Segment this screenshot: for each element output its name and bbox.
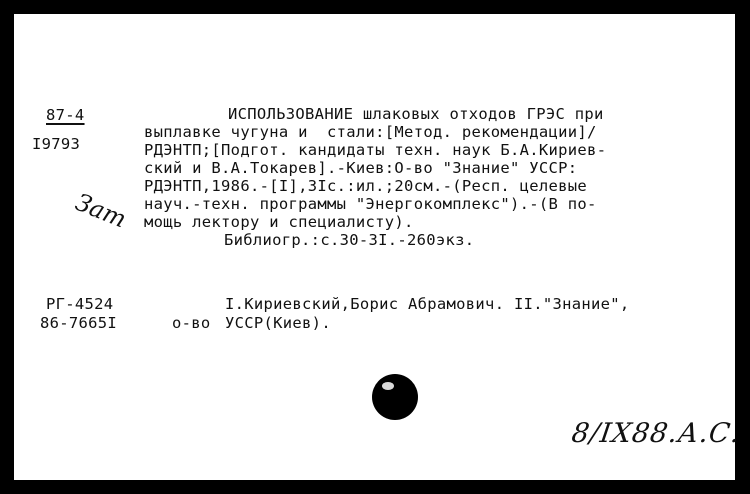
- index-code: РГ-4524: [46, 295, 114, 313]
- description-line: мощь лектору и специалисту).: [144, 213, 414, 231]
- index-code: 86-7665I: [40, 314, 118, 332]
- catalog-card: [14, 14, 743, 480]
- shelf-mark-number: I9793: [32, 135, 81, 153]
- punch-hole: [372, 374, 418, 420]
- tracing-line: I.Кириевский,Борис Абрамович. II."Знание",: [225, 295, 630, 313]
- description-line: ский и В.А.Токарев].-Киев:О-во "Знание" УССР:: [144, 159, 578, 177]
- description-line: РДЭНТП;[Подгот. кандидаты техн. наук Б.А.Кириев-: [144, 141, 607, 159]
- shelf-mark-top: 87-4: [46, 106, 85, 124]
- description-line: науч.-техн. программы "Энергокомплекс").-(В по-: [144, 195, 597, 213]
- handwritten-date: 8/IX88.А.С.: [569, 418, 743, 449]
- tracing-prefix: о-во: [172, 314, 211, 332]
- bibliography-note: Библиогр.:с.30-3I.-260экз.: [224, 231, 475, 249]
- title-line: ИСПОЛЬЗОВАНИЕ шлаковых отходов ГРЭС при: [228, 105, 604, 123]
- handwritten-mark: Зат: [71, 188, 131, 234]
- tracing-line: УССР(Киев).: [225, 314, 331, 332]
- description-line: выплавке чугуна и стали:[Метод. рекомендации]/: [144, 123, 597, 141]
- description-line: РДЭНТП,1986.-[I],3Iс.:ил.;20см.-(Респ. целевые: [144, 177, 588, 195]
